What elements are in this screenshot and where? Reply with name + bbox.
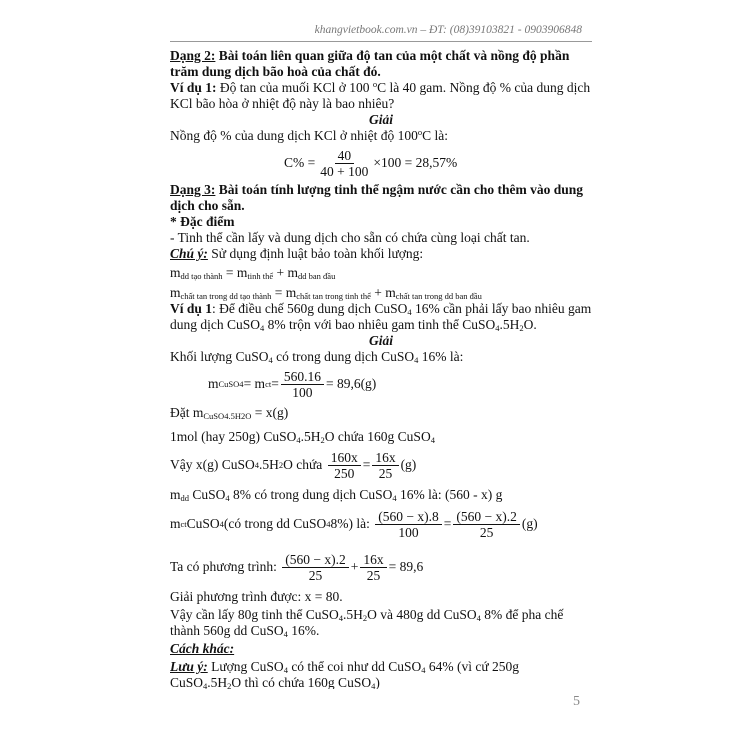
header-rule xyxy=(170,41,592,42)
cuso4-mass-line: Khối lượng CuSO$_4$ có trong dung dịch CuSO$_4$ 16% là: xyxy=(170,349,464,365)
dang3-heading: Dạng 3: Bài toán tính lượng tinh thể ngậm nước cần cho thêm vào dung dịch cho sẵn. xyxy=(170,182,583,213)
dang2-heading: Dạng 2: Bài toán liên quan giữa độ tan của một chất và nồng độ phần trăm dung dịch bão hoà của chất đó. xyxy=(170,48,570,79)
page-number: 5 xyxy=(573,694,580,709)
mct-equation: m ct CuSO 4 (có trong dd CuSO 4 8%) là: $\frac{(560 - x).8}{100}$ = $\frac{(560 - x).2}{25}$ (g) xyxy=(170,508,538,540)
x-grams-equation: Vậy x(g) CuSO 4 .5H 2 O chứa $\frac{160x}{250}$ = $\frac{16x}{25}$ (g) xyxy=(170,449,417,481)
page-content xyxy=(170,48,592,689)
features-heading: * Đặc điểm xyxy=(170,214,235,229)
kcl-concentration-line: Nồng độ % của dung dịch KCl ở nhiệt độ 100$^o$C là: xyxy=(170,127,448,143)
features-text: - Tinh thể cần lấy và dung dịch cho sẵn có chứa cùng loại chất tan. xyxy=(170,230,530,245)
book-page xyxy=(170,0,592,750)
solution-label-2: Giải xyxy=(368,333,393,348)
example1-cuso4: Ví dụ 1: Để điều chế 560g dung dịch CuSO$_4$ 16% cần phải lấy bao nhiêu gam dung dịch CuSO$_4$ 8% trộn với bao nhiêu gam tinh thể $CuSO_4.5H_2O$. xyxy=(170,301,592,333)
formula-solute-mass: $m_{chất tan trong dd tạo thành} = m_{chất tan trong tinh thể} + m_{chất tan trong dd ban đầu}$ xyxy=(170,285,482,301)
cuso4-mass-equation: m CuSO4 = m ct = $\frac{560.16}{100}$ = 89,6(g) xyxy=(208,368,377,400)
alternative-method-heading: Cách khác: xyxy=(170,641,235,656)
page-header: khangvietbook.com.vn – ĐT: (08)39103821 - 0903906848 xyxy=(314,24,582,36)
let-x-line: Đặt $m_{CuSO4.5H2O} = x(g)$ xyxy=(170,405,289,421)
mdd-line: $m_{dd}$ CuSO$_4$ 8% có trong dung dịch CuSO$_4$ 16% là: (560 - x) g xyxy=(170,487,503,503)
main-equation: Ta có phương trình: $\frac{(560 - x).2}{25}$ + $\frac{16x}{25}$ = 89,6 xyxy=(170,551,424,583)
mol-line: 1mol (hay 250g) $CuSO_4.5H_2O$ chứa 160g CuSO$_4$ xyxy=(170,429,435,445)
formula-mass: $m_{dd tạo thành} = m_{tinh thể} + m_{dd ban đầu}$ xyxy=(170,265,336,281)
cuso4-mass-fraction: $\frac{560.16}{100}$ xyxy=(281,369,324,400)
conclusion: Vậy cần lấy 80g tinh thể $CuSO_4.5H_2O$ và 480g dd CuSO$_4$ 8% để pha chế thành 560g dd CuSO$_4$ 16%. xyxy=(170,607,564,639)
example1-kcl: Ví dụ 1: Độ tan của muối KCl ở 100 $^o$C là 40 gam. Nồng độ % của dung dịch KCl bão hòa ở nhiệt độ này là bao nhiêu? xyxy=(170,79,591,111)
solution-label: Giải xyxy=(368,112,393,127)
kcl-fraction: $\frac{40}{40 + 100}$ xyxy=(320,147,369,179)
solve-result: Giải phương trình được: x = 80. xyxy=(170,589,343,604)
note-mass-conservation: Chú ý: Sử dụng định luật bảo toàn khối lượng: xyxy=(170,246,424,261)
note-alternative: Lưu ý: Lượng CuSO$_4$ có thể coi như dd CuSO$_4$ 64% (vì cứ 250g $CuSO_4.5H_2O$ thì có chứa 160g CuSO$_4$) xyxy=(170,659,520,689)
kcl-equation: C% = $\frac{40}{40 + 100}$ ×100 = 28,57% xyxy=(284,147,458,179)
